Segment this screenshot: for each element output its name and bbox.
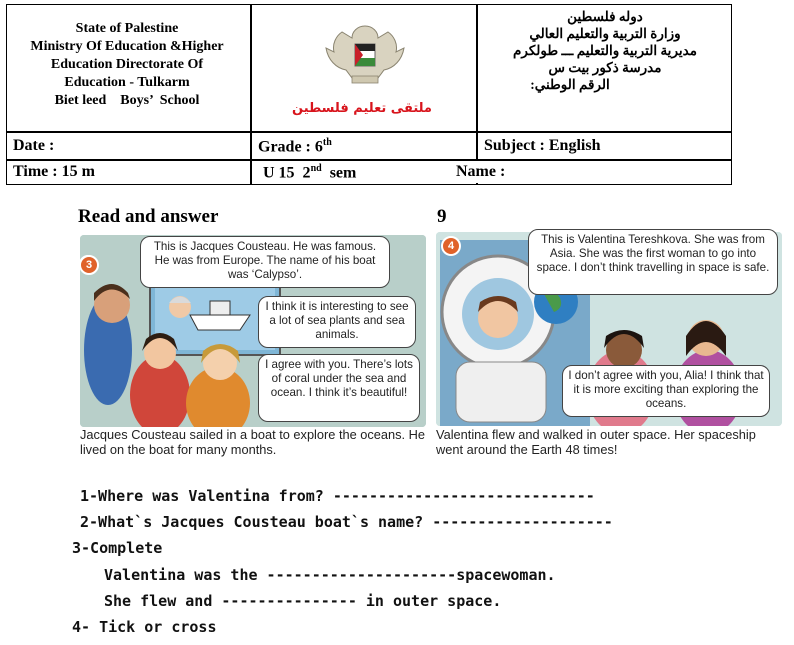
grade-label: Grade : 6th <box>258 137 332 156</box>
panel-caption: Jacques Cousteau sailed in a boat to explore the oceans. He lived on the boat for many months. <box>80 427 426 457</box>
speech-bubble: This is Jacques Cousteau. He was famous. He was from Europe. The name of his boat was ‘Calypso’. <box>140 236 390 288</box>
divider <box>250 4 252 185</box>
divider <box>6 131 732 133</box>
question-3: 3-Complete <box>72 539 163 557</box>
speech-bubble: I don’t agree with you, Alia! I think that it is more exciting than exploring the oceans. <box>562 365 770 417</box>
time-label: Time : 15 m <box>13 163 95 180</box>
speech-bubble: I think it is interesting to see a lot of sea plants and sea animals. <box>258 296 416 348</box>
unit-label: U 15 2nd sem <box>263 163 357 182</box>
school-info-arabic: دوله فلسطين وزارة التربية والتعليم العالي مديرية التربية والتعليم ـــ طولكرم مدرسة ذكور بيت س الرقم الوطني: <box>513 9 697 92</box>
speech-bubble: This is Valentina Tereshkova. She was from Asia. She was the first woman to go into space. I don’t think travelling in space is safe. <box>528 229 778 295</box>
question-1: 1-Where was Valentina from? ----------------------------- <box>80 487 595 505</box>
page-number: 9 <box>437 206 447 227</box>
panel-caption: Valentina flew and walked in outer space. Her spaceship went around the Earth 48 times! <box>436 427 756 457</box>
question-3b: She flew and --------------- in outer space. <box>104 592 502 610</box>
panel-number-badge: 3 <box>79 255 99 275</box>
section-title: Read and answer <box>78 206 219 227</box>
subject-label: Subject : English <box>484 137 601 154</box>
date-label: Date : <box>13 137 55 154</box>
speech-bubble: I agree with you. There’s lots of coral under the sea and ocean. I think it’s beautiful! <box>258 354 420 422</box>
question-4: 4- Tick or cross <box>72 618 217 636</box>
school-info-english: State of Palestine Ministry Of Education &Higher Education Directorate Of Education - Tulkarm Biet leed Boys’ School <box>30 21 224 108</box>
panel-number-badge: 4 <box>441 236 461 256</box>
divider <box>6 159 732 161</box>
palestine-emblem-icon <box>322 18 408 88</box>
forum-watermark: ملتقى تعليم فلسطين <box>292 101 432 116</box>
name-label: Name : <box>456 163 506 180</box>
question-2: 2-What`s Jacques Cousteau boat`s name? -------------------- <box>80 513 613 531</box>
question-3a: Valentina was the ---------------------spacewoman. <box>104 566 556 584</box>
